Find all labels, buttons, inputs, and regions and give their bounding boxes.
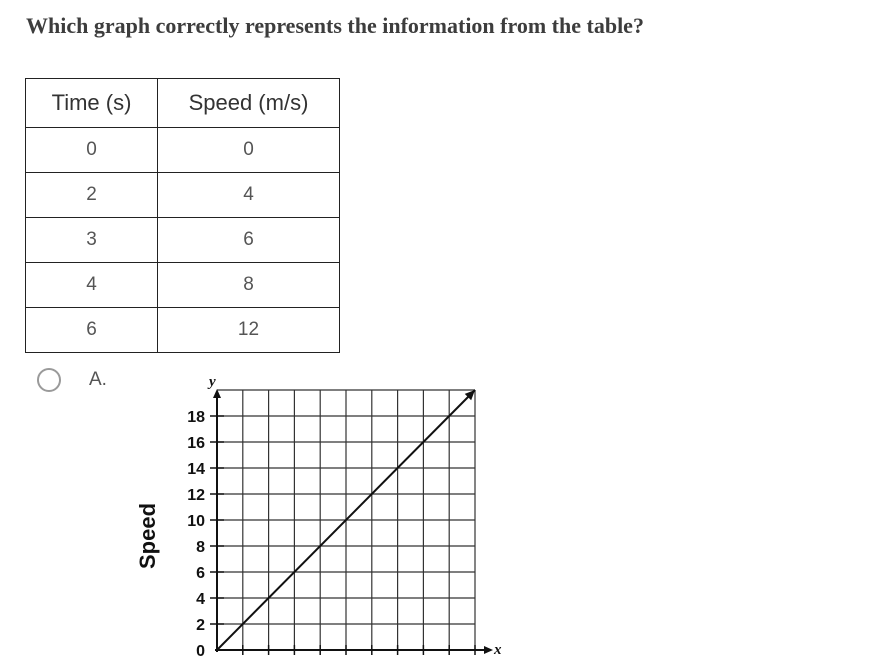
table-cell-speed: 0 — [158, 128, 340, 173]
x-axis-arrow — [484, 646, 493, 654]
y-tick-label: 16 — [187, 435, 205, 452]
table-cell-time: 4 — [26, 263, 158, 308]
y-tick-label: 8 — [196, 539, 205, 556]
y-axis-letter: y — [209, 374, 216, 390]
question-text: Which graph correctly represents the information from the table? — [26, 13, 644, 38]
table-cell-time: 2 — [26, 173, 158, 218]
table-cell-speed: 12 — [158, 308, 340, 353]
y-axis-label: Speed — [135, 502, 160, 570]
y-tick-label: 4 — [196, 591, 205, 608]
y-tick-label: 14 — [187, 461, 205, 478]
table-cell-time: 6 — [26, 308, 158, 353]
table-row — [26, 308, 340, 353]
data-table — [25, 78, 340, 353]
graph-axes — [213, 389, 493, 655]
radio-button-a[interactable] — [37, 368, 61, 392]
table-row — [26, 263, 340, 308]
table-cell-time: 3 — [26, 218, 158, 263]
answer-option-a[interactable] — [37, 368, 107, 392]
y-tick-label: 10 — [187, 513, 205, 530]
table-cell-speed: 8 — [158, 263, 340, 308]
table-cell-time: 0 — [26, 128, 158, 173]
table-header-time: Time (s) — [26, 79, 158, 128]
table-header-row — [26, 79, 340, 128]
y-tick-label: 6 — [196, 565, 205, 582]
table-row — [26, 173, 340, 218]
y-tick-label: 12 — [187, 487, 205, 504]
table-cell-speed: 6 — [158, 218, 340, 263]
x-axis-letter: x — [494, 642, 502, 658]
table-header-speed: Speed (m/s) — [158, 79, 340, 128]
speed-graph — [125, 372, 500, 660]
table-row — [26, 218, 340, 263]
y-tick-label: 2 — [196, 617, 205, 634]
table-row — [26, 128, 340, 173]
y-tick-label: 18 — [187, 409, 205, 426]
table-cell-speed: 4 — [158, 173, 340, 218]
y-tick-label: 0 — [196, 643, 205, 660]
graph-y-ticks — [187, 409, 224, 660]
option-label-a: A. — [89, 369, 107, 390]
